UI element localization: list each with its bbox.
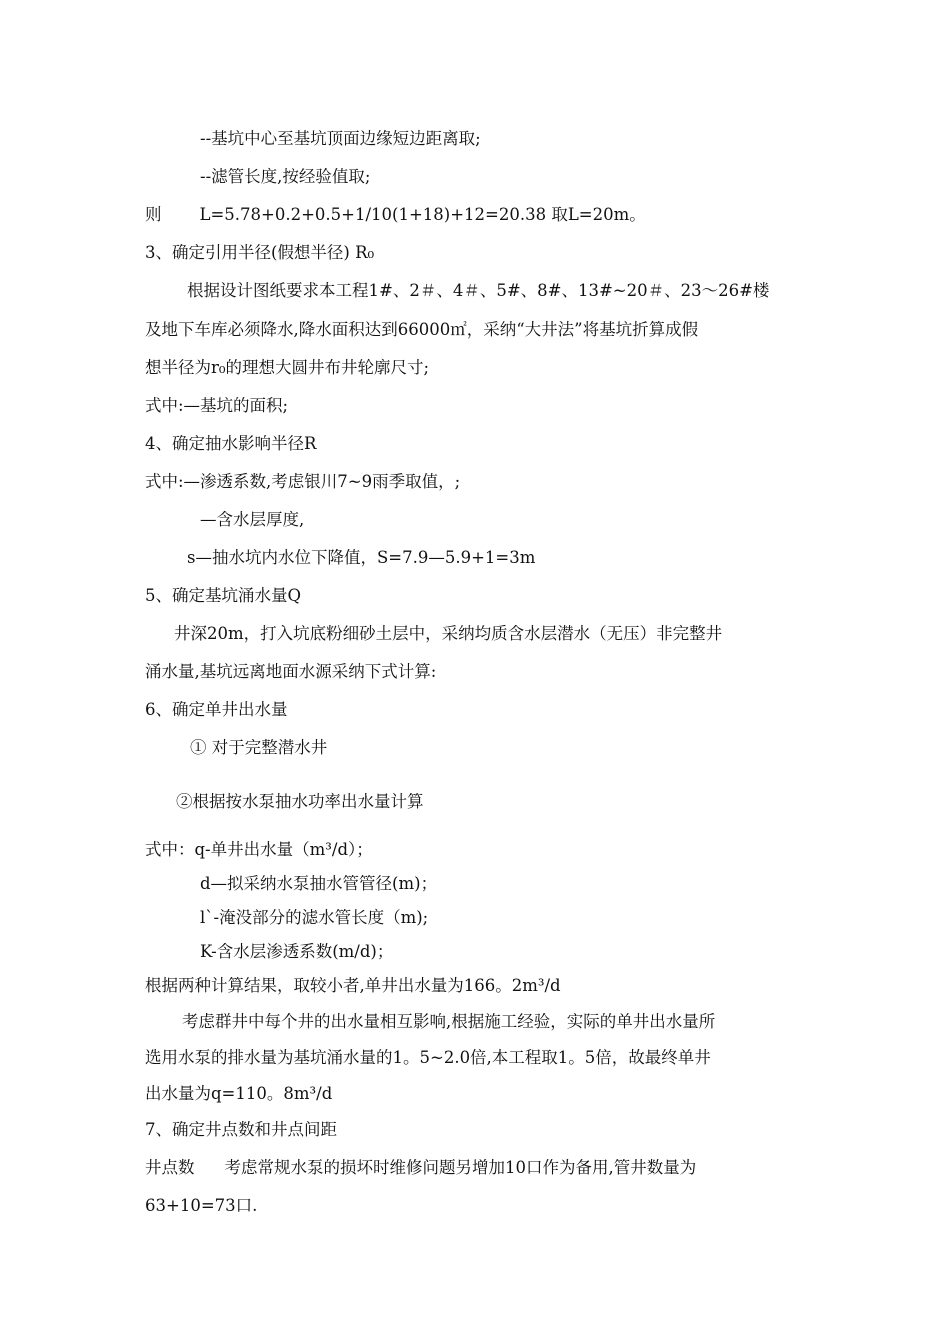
text-line: --基坑中心至基坑顶面边缘短边距离取; [200,129,481,148]
text-line: 选用水泵的排水量为基坑涌水量的1。5~2.0倍,本工程取1。5倍，故最终单井 [145,1048,711,1067]
text-line: 根据两种计算结果，取较小者,单井出水量为166。2m³/d [145,976,561,995]
text-line [145,1156,696,1180]
text-line: 式中:—基坑的面积; [145,396,289,415]
text-line: 考虑群井中每个井的出水量相互影响,根据施工经验，实际的单井出水量所 [182,1012,716,1031]
text-span: 考虑常规水泵的损坏时维修问题另增加10口作为备用,管井数量为 [224,1158,697,1177]
text-line [145,203,646,227]
text-line: --滤管长度,按经验值取; [200,167,371,186]
section-heading: 4、确定抽水影响半径R [145,434,317,453]
text-line: 想半径为r₀的理想大圆井布井轮廓尺寸; [145,358,430,377]
text-line: 根据设计图纸要求本工程1#、2＃、4＃、5#、8#、13#~20＃、23～26#楼 [187,281,770,300]
text-line: l`-淹没部分的滤水管长度（m); [200,908,429,927]
text-line: 式中：q-单井出水量（m³/d）； [145,840,373,859]
text-line: 出水量为q=110。8m³/d [145,1084,333,1103]
text-line: K-含水层渗透系数(m/d)； [200,942,394,961]
text-line: ②根据按水泵抽水功率出水量计算 [176,792,424,811]
text-line: 井深20m，打入坑底粉细砂土层中，采纳均质含水层潜水（无压）非完整井 [174,624,723,643]
text-line: 式中:—渗透系数,考虑银川7~9雨季取值，; [145,472,461,491]
text-line: ① 对于完整潜水井 [190,738,328,757]
text-span: 井点数 [145,1158,195,1177]
section-heading: 5、确定基坑涌水量Q [145,586,302,605]
section-heading: 3、确定引用半径(假想半径) R₀ [145,243,375,262]
text-span: 则 [145,205,162,224]
text-line: 63+10=73口. [145,1196,258,1215]
section-heading: 7、确定井点数和井点间距 [145,1120,337,1139]
text-line: 涌水量,基坑远离地面水源采纳下式计算: [145,662,437,681]
text-line: 及地下车库必须降水,降水面积达到66000㎡，采纳“大井法”将基坑折算成假 [145,320,699,339]
text-line: —含水层厚度, [200,510,305,529]
text-line: d—拟采纳水泵抽水管管径(m)； [200,874,438,893]
text-line: s—抽水坑内水位下降值，S=7.9—5.9+1=3m [187,548,536,567]
section-heading: 6、确定单井出水量 [145,700,288,719]
text-span: L=5.78+0.2+0.5+1/10(1+18)+12=20.38 取L=20m。 [199,205,646,224]
